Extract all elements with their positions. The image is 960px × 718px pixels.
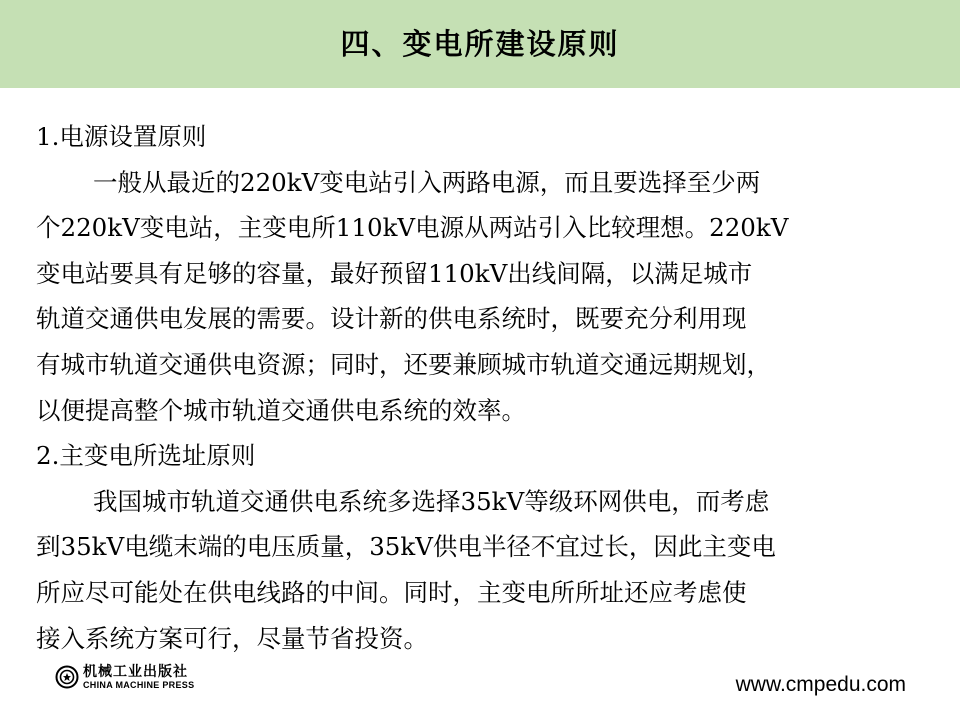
body-line: 接入系统方案可行，尽量节省投资。 [36,623,428,653]
body-line: 以便提高整个城市轨道交通供电系统的效率。 [36,395,526,425]
publisher-name-cn: 机械工业出版社 [83,663,188,680]
body-line: 2.主变电所选址原则 [36,441,256,471]
body-line: 个220kV变电站，主变电所110kV电源从两站引入比较理想。220kV [36,213,789,243]
body-line: 1.电源设置原则 [36,122,207,151]
publisher-logo [55,662,194,692]
body-line: 所应尽可能处在供电线路的中间。同时，主变电所所址还应考虑使 [36,577,747,607]
slide-body [36,114,914,661]
slide-title: 四、变电所建设原则 [340,26,620,61]
website-url: www.cmpedu.com [735,673,906,696]
body-line: 轨道交通供电发展的需要。设计新的供电系统时，既要充分利用现 [36,304,747,334]
body-line: 我国城市轨道交通供电系统多选择35kV等级环网供电，而考虑 [93,486,770,516]
publisher-name-en: CHINA MACHINE PRESS [83,679,195,690]
body-line: 变电站要具有足够的容量，最好预留110kV出线间隔，以满足城市 [36,258,753,288]
publisher-emblem-icon [55,665,79,689]
title-bar [0,0,960,88]
body-line: 有城市轨道交通供电资源；同时，还要兼顾城市轨道交通远期规划， [36,349,771,379]
body-line: 一般从最近的220kV变电站引入两路电源，而且要选择至少两 [93,167,761,197]
body-line: 到35kV电缆末端的电压质量，35kV供电半径不宜过长，因此主变电 [36,532,776,562]
